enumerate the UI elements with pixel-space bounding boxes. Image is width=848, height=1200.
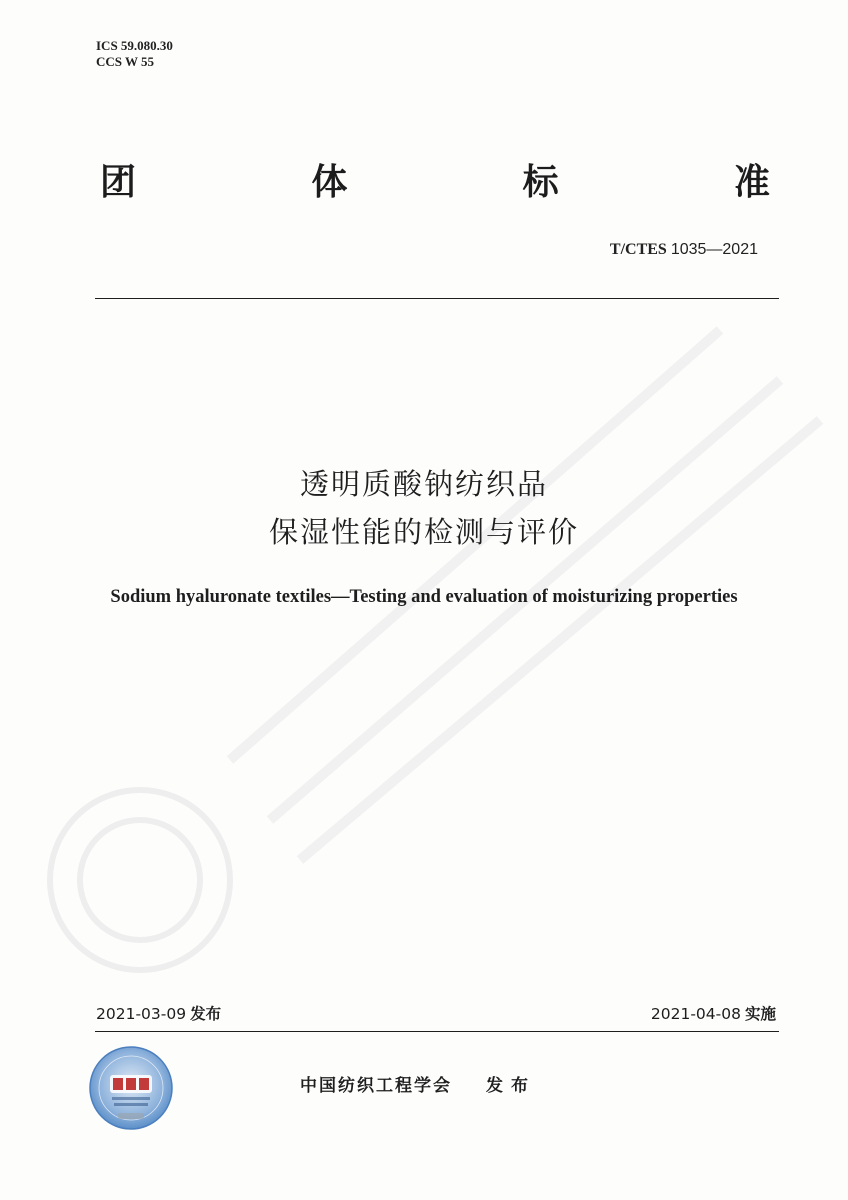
- standard-number-prefix: T/CTES: [609, 241, 667, 258]
- implement-label: 实施: [744, 1005, 776, 1023]
- issue-date-block: [96, 1004, 221, 1024]
- publisher-name: 中国纺织工程学会: [300, 1076, 452, 1096]
- publisher-action: 发布: [486, 1076, 536, 1096]
- standard-type-char: 标: [522, 162, 559, 203]
- standard-type-char: 团: [100, 162, 137, 203]
- issue-date: 2021-03-09: [96, 1005, 187, 1023]
- english-title: Sodium hyaluronate textiles—Testing and evaluation of moisturizing properties: [110, 587, 738, 607]
- ccs-code: CCS W 55: [96, 54, 155, 69]
- publisher-line: [300, 1074, 536, 1098]
- chinese-title: [0, 460, 848, 556]
- classification-codes: [96, 38, 173, 70]
- footer-divider: [95, 1031, 779, 1032]
- issue-label: 发布: [190, 1005, 222, 1023]
- standard-type-char: 准: [733, 162, 770, 203]
- implement-date-block: [651, 1004, 776, 1024]
- standard-number-code: 1035—2021: [670, 241, 758, 258]
- ics-code: ICS 59.080.30: [96, 38, 173, 53]
- standard-number: [610, 240, 758, 260]
- standard-type-heading: [100, 158, 770, 208]
- chinese-title-line-2: 保湿性能的检测与评价: [268, 515, 579, 549]
- header-divider: [95, 298, 779, 299]
- standard-type-char: 体: [311, 162, 348, 203]
- anti-counterfeit-seal-icon: [88, 1045, 174, 1131]
- chinese-title-line-1: 透明质酸钠纺织品: [299, 467, 548, 501]
- implement-date: 2021-04-08: [650, 1005, 741, 1023]
